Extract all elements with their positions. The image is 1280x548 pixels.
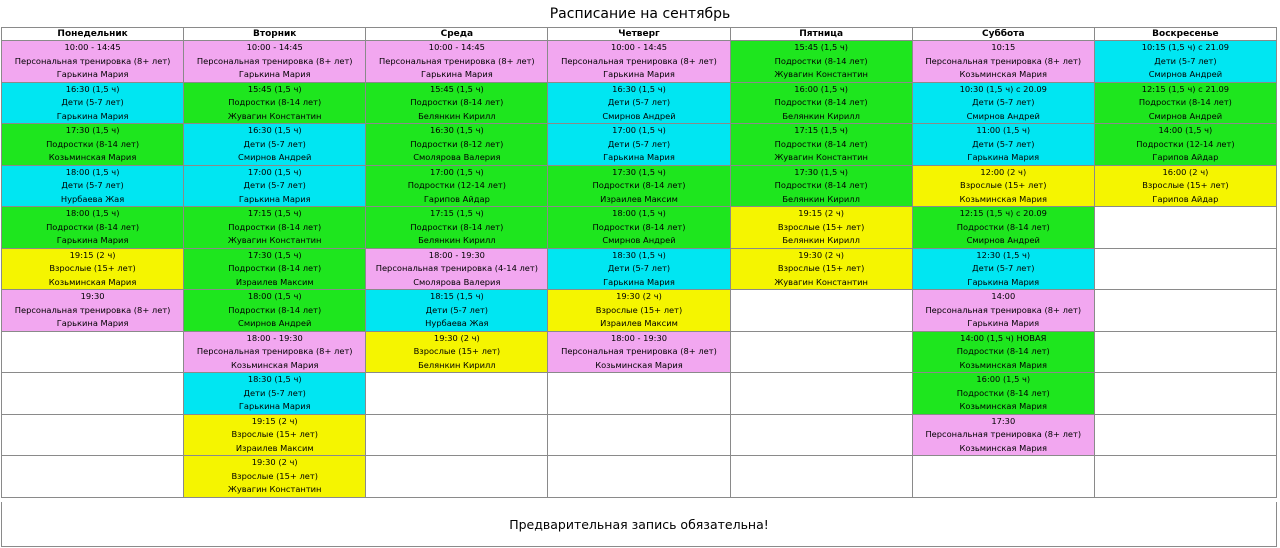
slot-time: 10:30 (1,5 ч) с 20.09 (959, 83, 1047, 94)
class-slot (366, 124, 548, 166)
slot-time: 19:30 (80, 291, 105, 301)
class-slot (184, 456, 366, 498)
class-slot (1094, 165, 1276, 207)
slot-coach: Смирнов Андрей (966, 235, 1040, 245)
slot-time: 10:15 (1,5 ч) с 21.09 (1141, 42, 1230, 52)
slot-group: Подростки (8-14 лет) (774, 180, 868, 190)
slot-group: Подростки (8-14 лет) (592, 180, 686, 190)
slot-time: 12:15 (1,5 ч) с 20.09 (959, 208, 1047, 218)
day-header: Пятница (730, 28, 912, 41)
slot-group: Подростки (8-14 лет) (774, 138, 868, 149)
empty-slot (912, 456, 1094, 498)
slot-time: 18:30 (1,5 ч) (247, 374, 302, 384)
empty-slot (366, 456, 548, 498)
slot-coach: Нурбаева Жая (425, 318, 489, 328)
slot-time: 19:30 (2 ч) (616, 291, 662, 301)
slot-coach: Жувагин Константин (774, 152, 868, 162)
slot-group: Персональная тренировка (8+ лет) (14, 304, 171, 315)
class-slot (548, 165, 730, 207)
class-slot (366, 165, 548, 207)
slot-coach: Смолярова Валерия (413, 152, 501, 162)
slot-coach: Смирнов Андрей (602, 110, 676, 121)
slot-time: 16:30 (1,5 ч) (429, 125, 484, 135)
slot-time: 17:00 (1,5 ч) (612, 125, 666, 135)
slot-time: 15:45 (1,5 ч) (794, 42, 849, 52)
slot-group: Взрослые (15+ лет) (777, 263, 865, 273)
class-slot (912, 248, 1094, 290)
slot-coach: Белянкин Кирилл (782, 193, 860, 204)
table-row (2, 165, 1277, 207)
slot-coach: Смирнов Андрей (966, 110, 1040, 121)
class-slot (366, 41, 548, 83)
slot-time: 11:00 (1,5 ч) (976, 125, 1031, 135)
day-header: Суббота (912, 28, 1094, 41)
table-row (2, 456, 1277, 498)
slot-group: Персональная тренировка (8+ лет) (14, 55, 171, 66)
slot-time: 18:30 (1,5 ч) (612, 249, 666, 260)
slot-group: Дети (5-7 лет) (972, 97, 1035, 107)
slot-coach: Козьминская Мария (959, 359, 1048, 370)
class-slot (184, 41, 366, 83)
slot-time: 17:00 (1,5 ч) (429, 166, 484, 177)
class-slot (912, 373, 1094, 415)
slot-group: Дети (5-7 лет) (607, 97, 671, 107)
slot-coach: Жувагин Константин (227, 484, 322, 494)
slot-group: Взрослые (15+ лет) (777, 221, 865, 232)
slot-group: Подростки (8-14 лет) (592, 221, 686, 232)
slot-time: 12:00 (2 ч) (980, 166, 1027, 177)
empty-slot (2, 456, 184, 498)
empty-slot (1094, 456, 1276, 498)
slot-time: 10:00 - 14:45 (246, 42, 303, 52)
slot-coach: Смирнов Андрей (1148, 110, 1223, 121)
slot-coach: Белянкин Кирилл (418, 110, 496, 121)
slot-group: Дети (5-7 лет) (607, 263, 671, 273)
slot-coach: Гарькина Мария (56, 318, 129, 328)
slot-group: Персональная тренировка (8+ лет) (925, 304, 1082, 315)
class-slot (184, 82, 366, 124)
slot-group: Подростки (8-14 лет) (956, 221, 1050, 232)
class-slot (184, 373, 366, 415)
slot-coach: Гарипов Айдар (423, 193, 490, 204)
slot-coach: Смолярова Валерия (413, 276, 501, 287)
empty-slot (730, 456, 912, 498)
slot-group: Дети (5-7 лет) (972, 263, 1035, 273)
empty-slot (1094, 248, 1276, 290)
slot-coach: Смирнов Андрей (602, 235, 676, 245)
slot-group: Дети (5-7 лет) (61, 97, 124, 107)
day-header: Среда (366, 28, 548, 41)
slot-coach: Израилев Максим (235, 442, 314, 453)
slot-group: Подростки (8-14 лет) (410, 221, 504, 232)
slot-coach: Гарькина Мария (967, 318, 1040, 328)
slot-time: 16:00 (2 ч) (1162, 166, 1209, 177)
empty-slot (366, 414, 548, 456)
slot-time: 17:15 (1,5 ч) (794, 125, 849, 135)
slot-time: 14:00 (1,5 ч) (1158, 125, 1213, 135)
table-row (2, 207, 1277, 249)
class-slot (730, 165, 912, 207)
table-row (2, 82, 1277, 124)
slot-group: Взрослые (15+ лет) (1142, 180, 1229, 190)
class-slot (184, 331, 366, 373)
day-header: Четверг (548, 28, 730, 41)
day-header: Вторник (184, 28, 366, 41)
class-slot (912, 41, 1094, 83)
slot-time: 18:00 (1,5 ч) (612, 208, 666, 218)
slot-time: 18:00 - 19:30 (428, 249, 485, 260)
empty-slot (2, 331, 184, 373)
slot-group: Персональная тренировка (8+ лет) (196, 55, 353, 66)
slot-coach: Гарькина Мария (56, 110, 129, 121)
class-slot (184, 165, 366, 207)
slot-coach: Белянкин Кирилл (782, 235, 860, 245)
slot-coach: Гарькина Мария (238, 401, 311, 411)
table-row (2, 290, 1277, 332)
slot-group: Персональная тренировка (8+ лет) (561, 55, 717, 66)
slot-group: Дети (5-7 лет) (1154, 55, 1217, 66)
slot-time: 10:00 - 14:45 (64, 42, 121, 52)
slot-group: Подростки (8-14 лет) (46, 221, 140, 232)
slot-coach: Смирнов Андрей (1148, 69, 1223, 79)
slot-coach: Гарькина Мария (603, 152, 675, 162)
slot-group: Подростки (8-14 лет) (228, 263, 322, 273)
slot-coach: Жувагин Константин (227, 235, 322, 245)
slot-coach: Гарькина Мария (56, 235, 129, 245)
slot-coach: Жувагин Константин (774, 69, 868, 79)
slot-group: Персональная тренировка (8+ лет) (379, 55, 535, 66)
slot-group: Взрослые (15+ лет) (960, 180, 1047, 190)
day-header: Воскресенье (1094, 28, 1276, 41)
schedule-table (1, 27, 1277, 498)
table-row (2, 414, 1277, 456)
class-slot (912, 414, 1094, 456)
class-slot (366, 290, 548, 332)
slot-group: Взрослые (15+ лет) (231, 470, 318, 481)
slot-time: 10:00 - 14:45 (610, 42, 668, 52)
class-slot (2, 165, 184, 207)
slot-group: Взрослые (15+ лет) (49, 263, 136, 273)
class-slot (184, 290, 366, 332)
slot-time: 19:15 (2 ч) (251, 415, 298, 426)
class-slot (730, 82, 912, 124)
slot-time: 15:45 (1,5 ч) (429, 83, 484, 94)
table-row (2, 124, 1277, 166)
class-slot (548, 331, 730, 373)
slot-time: 10:00 - 14:45 (428, 42, 485, 52)
class-slot (730, 248, 912, 290)
class-slot (912, 165, 1094, 207)
slot-time: 17:30 (1,5 ч) (612, 166, 666, 177)
class-slot (548, 124, 730, 166)
footer-note: Предварительная запись обязательна! (1, 502, 1277, 547)
day-header-row (2, 28, 1277, 41)
slot-group: Подростки (8-14 лет) (774, 55, 868, 66)
empty-slot (2, 373, 184, 415)
slot-coach: Козьминская Мария (959, 442, 1048, 453)
slot-group: Подростки (8-14 лет) (956, 346, 1050, 356)
slot-coach: Гарькина Мария (238, 193, 311, 204)
class-slot (730, 124, 912, 166)
slot-group: Подростки (8-14 лет) (228, 304, 322, 315)
slot-time: 18:00 - 19:30 (610, 332, 668, 343)
slot-group: Дети (5-7 лет) (243, 138, 306, 149)
slot-coach: Гарькина Мария (603, 69, 675, 79)
slot-time: 18:00 (1,5 ч) (65, 166, 120, 177)
slot-coach: Смирнов Андрей (238, 152, 312, 162)
class-slot (366, 207, 548, 249)
slot-time: 17:15 (1,5 ч) (429, 208, 484, 218)
slot-coach: Козьминская Мария (959, 69, 1048, 79)
slot-group: Дети (5-7 лет) (243, 387, 306, 398)
slot-coach: Гарькина Мария (56, 69, 129, 79)
class-slot (730, 207, 912, 249)
slot-group: Дети (5-7 лет) (243, 180, 306, 190)
slot-group: Взрослые (15+ лет) (231, 429, 318, 439)
slot-time: 19:15 (2 ч) (798, 208, 845, 218)
empty-slot (1094, 414, 1276, 456)
slot-group: Подростки (12-14 лет) (407, 180, 506, 190)
slot-time: 12:30 (1,5 ч) (976, 249, 1031, 260)
slot-coach: Гарипов Айдар (1152, 193, 1219, 204)
class-slot (548, 248, 730, 290)
class-slot (912, 207, 1094, 249)
class-slot (1094, 124, 1276, 166)
class-slot (366, 248, 548, 290)
slot-coach: Смирнов Андрей (238, 318, 312, 328)
slot-time: 16:30 (1,5 ч) (65, 83, 120, 94)
slot-group: Подростки (8-14 лет) (774, 97, 868, 107)
slot-coach: Гарькина Мария (603, 276, 675, 287)
slot-coach: Израилев Максим (235, 276, 314, 287)
slot-time: 19:30 (2 ч) (798, 249, 845, 260)
slot-time: 19:30 (2 ч) (433, 332, 480, 343)
slot-coach: Козьминская Мария (48, 152, 137, 162)
slot-time: 16:30 (1,5 ч) (247, 125, 302, 135)
slot-coach: Нурбаева Жая (60, 193, 125, 204)
slot-time: 17:30 (991, 415, 1016, 426)
empty-slot (1094, 290, 1276, 332)
slot-group: Дети (5-7 лет) (425, 304, 489, 315)
slot-time: 18:00 - 19:30 (246, 332, 303, 343)
slot-group: Подростки (8-14 лет) (1138, 97, 1232, 107)
schedule-body (2, 41, 1277, 498)
class-slot (1094, 41, 1276, 83)
empty-slot (548, 456, 730, 498)
class-slot (912, 290, 1094, 332)
slot-coach: Козьминская Мария (959, 193, 1048, 204)
slot-coach: Козьминская Мария (48, 276, 137, 287)
page-title: Расписание на сентябрь (549, 6, 731, 22)
slot-time: 16:00 (1,5 ч) (976, 374, 1031, 384)
table-row (2, 373, 1277, 415)
empty-slot (730, 373, 912, 415)
slot-time: 17:15 (1,5 ч) (247, 208, 302, 218)
slot-coach: Козьминская Мария (230, 359, 319, 370)
table-row (2, 41, 1277, 83)
slot-group: Персональная тренировка (8+ лет) (561, 346, 717, 356)
slot-time: 17:30 (1,5 ч) (65, 125, 120, 135)
empty-slot (2, 414, 184, 456)
table-row (2, 248, 1277, 290)
slot-group: Взрослые (15+ лет) (595, 304, 683, 315)
slot-time: 18:00 (1,5 ч) (247, 291, 302, 301)
class-slot (184, 124, 366, 166)
class-slot (184, 248, 366, 290)
slot-group: Взрослые (15+ лет) (413, 346, 501, 356)
slot-group: Подростки (8-12 лет) (410, 138, 504, 149)
class-slot (730, 41, 912, 83)
slot-group: Дети (5-7 лет) (607, 138, 671, 149)
slot-coach: Гарькина Мария (238, 69, 311, 79)
class-slot (912, 331, 1094, 373)
class-slot (912, 124, 1094, 166)
class-slot (2, 248, 184, 290)
slot-group: Подростки (8-14 лет) (956, 387, 1050, 398)
slot-time: 17:00 (1,5 ч) (247, 166, 302, 177)
class-slot (184, 414, 366, 456)
slot-time: 19:15 (2 ч) (69, 249, 116, 260)
slot-time: 16:00 (1,5 ч) (794, 83, 849, 94)
slot-group: Подростки (8-14 лет) (46, 138, 140, 149)
slot-time: 14:00 (1,5 ч) НОВАЯ (960, 332, 1047, 343)
slot-time: 17:30 (1,5 ч) (247, 249, 302, 260)
slot-time: 16:30 (1,5 ч) (612, 83, 666, 94)
class-slot (548, 207, 730, 249)
class-slot (366, 82, 548, 124)
class-slot (2, 82, 184, 124)
empty-slot (730, 331, 912, 373)
class-slot (548, 290, 730, 332)
slot-coach: Гарькина Мария (967, 276, 1040, 287)
empty-slot (1094, 373, 1276, 415)
slot-coach: Белянкин Кирилл (418, 235, 496, 245)
slot-group: Дети (5-7 лет) (972, 138, 1035, 149)
slot-coach: Белянкин Кирилл (418, 359, 496, 370)
class-slot (548, 41, 730, 83)
empty-slot (1094, 331, 1276, 373)
slot-time: 14:00 (991, 291, 1016, 301)
day-header: Понедельник (2, 28, 184, 41)
slot-group: Персональная тренировка (8+ лет) (925, 429, 1082, 439)
empty-slot (730, 414, 912, 456)
class-slot (1094, 82, 1276, 124)
slot-group: Подростки (12-14 лет) (1136, 138, 1235, 149)
table-row (2, 331, 1277, 373)
slot-group: Персональная тренировка (8+ лет) (925, 55, 1082, 66)
slot-group: Персональная тренировка (4-14 лет) (375, 263, 538, 273)
slot-coach: Гарькина Мария (420, 69, 493, 79)
slot-group: Персональная тренировка (8+ лет) (196, 346, 353, 356)
empty-slot (548, 373, 730, 415)
slot-coach: Белянкин Кирилл (782, 110, 860, 121)
slot-group: Подростки (8-14 лет) (228, 97, 322, 107)
class-slot (366, 331, 548, 373)
class-slot (184, 207, 366, 249)
slot-coach: Израилев Максим (600, 318, 678, 328)
slot-coach: Козьминская Мария (595, 359, 683, 370)
slot-time: 12:15 (1,5 ч) с 21.09 (1141, 83, 1230, 94)
empty-slot (548, 414, 730, 456)
slot-time: 18:15 (1,5 ч) (429, 291, 484, 301)
slot-time: 19:30 (2 ч) (251, 457, 298, 467)
class-slot (2, 207, 184, 249)
class-slot (2, 290, 184, 332)
class-slot (548, 82, 730, 124)
class-slot (912, 82, 1094, 124)
slot-group: Дети (5-7 лет) (61, 180, 124, 190)
slot-coach: Жувагин Константин (774, 276, 868, 287)
slot-coach: Израилев Максим (600, 193, 678, 204)
slot-coach: Гарькина Мария (967, 152, 1040, 162)
empty-slot (366, 373, 548, 415)
slot-group: Подростки (8-14 лет) (228, 221, 322, 232)
empty-slot (730, 290, 912, 332)
slot-coach: Гарипов Айдар (1152, 152, 1219, 162)
slot-coach: Козьминская Мария (959, 401, 1048, 411)
empty-slot (1094, 207, 1276, 249)
slot-coach: Жувагин Константин (227, 110, 322, 121)
slot-time: 10:15 (991, 42, 1016, 52)
slot-time: 18:00 (1,5 ч) (65, 208, 120, 218)
slot-time: 17:30 (1,5 ч) (794, 166, 849, 177)
slot-time: 15:45 (1,5 ч) (247, 83, 302, 94)
class-slot (2, 41, 184, 83)
slot-group: Подростки (8-14 лет) (410, 97, 504, 107)
class-slot (2, 124, 184, 166)
